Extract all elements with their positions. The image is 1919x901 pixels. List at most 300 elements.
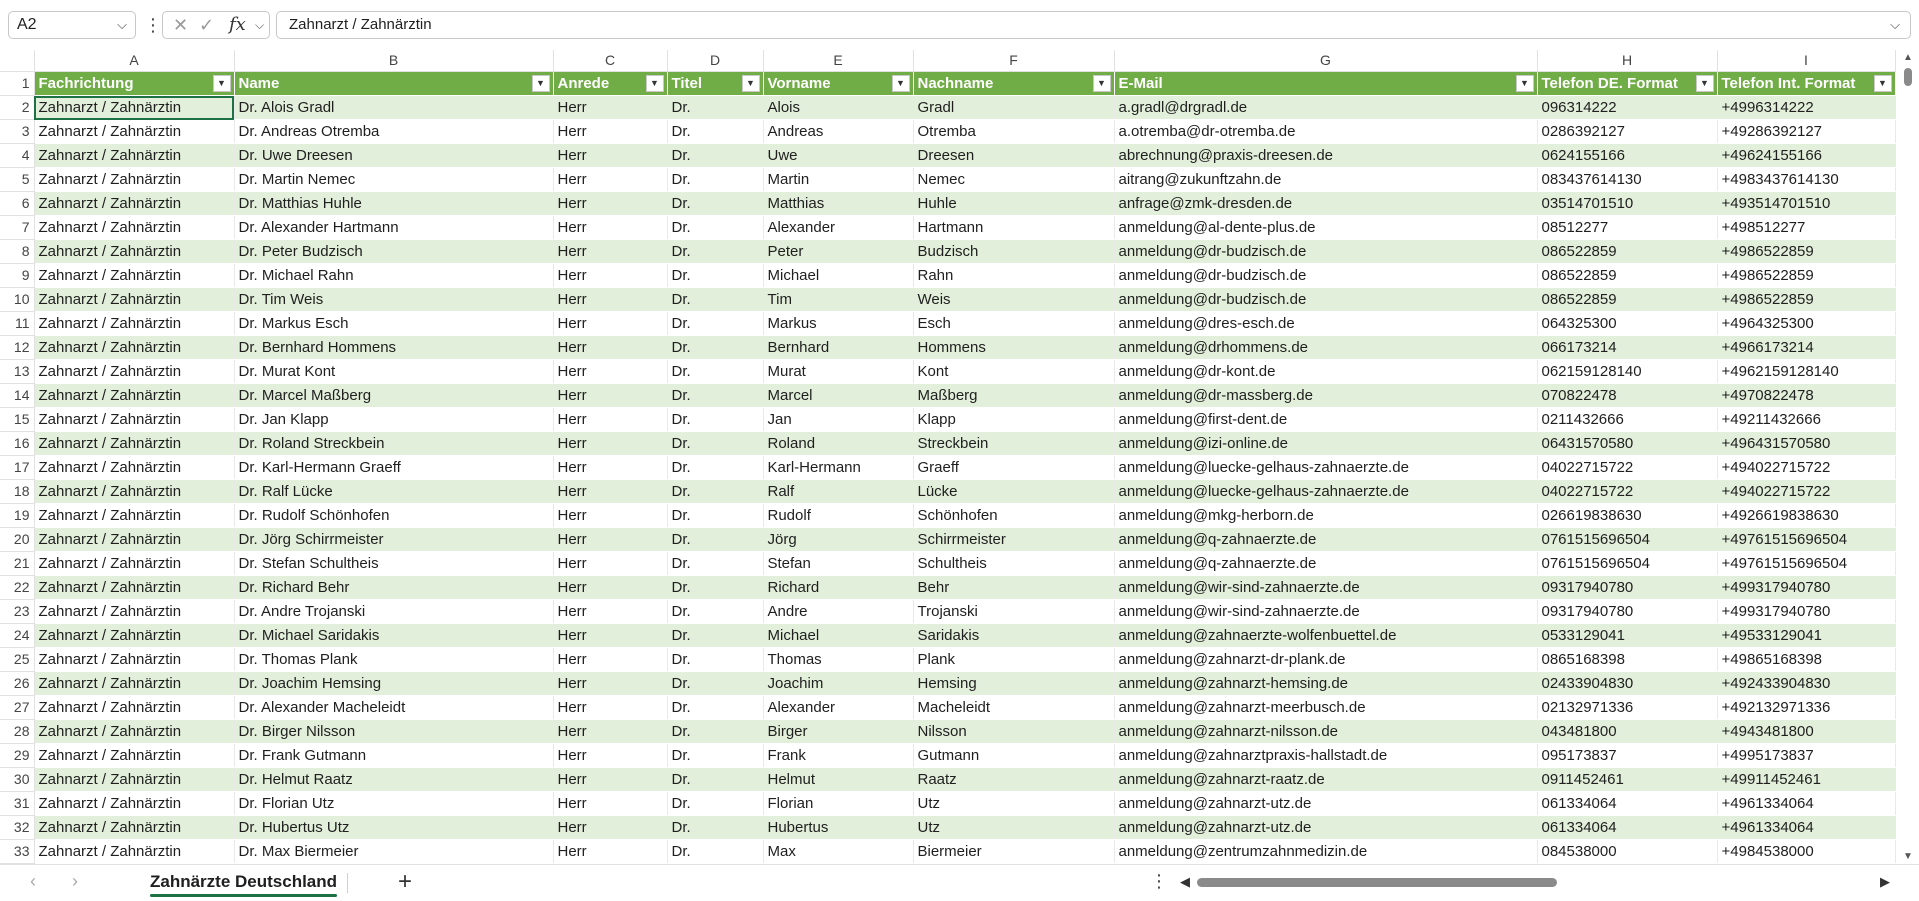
table-cell[interactable]: anmeldung@dr-budzisch.de <box>1114 264 1537 288</box>
table-cell[interactable]: aitrang@zukunftzahn.de <box>1114 168 1537 192</box>
table-cell[interactable]: Herr <box>553 672 667 696</box>
table-cell[interactable]: +4986522859 <box>1717 288 1895 312</box>
table-cell[interactable]: anmeldung@dres-esch.de <box>1114 312 1537 336</box>
table-cell[interactable]: Birger <box>763 720 913 744</box>
table-cell[interactable]: 02132971336 <box>1537 696 1717 720</box>
column-header-c[interactable]: C <box>553 50 667 72</box>
row-number[interactable]: 33 <box>0 840 34 864</box>
table-cell[interactable]: Herr <box>553 408 667 432</box>
row-number[interactable]: 17 <box>0 456 34 480</box>
table-cell[interactable]: +4961334064 <box>1717 816 1895 840</box>
table-cell[interactable]: Esch <box>913 312 1114 336</box>
table-cell[interactable]: Dr. <box>667 744 763 768</box>
table-cell[interactable]: anmeldung@zahnarzt-nilsson.de <box>1114 720 1537 744</box>
table-cell[interactable]: 0761515696504 <box>1537 528 1717 552</box>
table-header-cell[interactable] <box>763 72 913 96</box>
table-cell[interactable]: Herr <box>553 216 667 240</box>
prev-sheet-icon[interactable]: ‹ <box>30 871 36 891</box>
table-cell[interactable]: Joachim <box>763 672 913 696</box>
row-number[interactable]: 5 <box>0 168 34 192</box>
table-cell[interactable]: Herr <box>553 768 667 792</box>
table-cell[interactable]: +49533129041 <box>1717 624 1895 648</box>
table-cell[interactable]: Dr. Murat Kont <box>234 360 553 384</box>
table-cell[interactable]: anmeldung@zahnarztpraxis-hallstadt.de <box>1114 744 1537 768</box>
table-cell[interactable]: Dr. <box>667 240 763 264</box>
table-cell[interactable]: anmeldung@mkg-herborn.de <box>1114 504 1537 528</box>
table-cell[interactable]: 0761515696504 <box>1537 552 1717 576</box>
table-cell[interactable]: 04022715722 <box>1537 456 1717 480</box>
table-cell[interactable]: anfrage@zmk-dresden.de <box>1114 192 1537 216</box>
table-cell[interactable]: Dr. Alexander Hartmann <box>234 216 553 240</box>
table-cell[interactable]: Dr. <box>667 624 763 648</box>
table-cell[interactable]: +49761515696504 <box>1717 528 1895 552</box>
table-cell[interactable]: Zahnarzt / Zahnärztin <box>34 240 234 264</box>
table-cell[interactable]: 02433904830 <box>1537 672 1717 696</box>
row-number[interactable]: 14 <box>0 384 34 408</box>
table-cell[interactable]: Tim <box>763 288 913 312</box>
table-cell[interactable]: Dr. Tim Weis <box>234 288 553 312</box>
table-cell[interactable]: 061334064 <box>1537 792 1717 816</box>
filter-dropdown-icon[interactable]: ▼ <box>213 75 231 92</box>
table-cell[interactable]: Herr <box>553 432 667 456</box>
table-cell[interactable]: Herr <box>553 552 667 576</box>
table-cell[interactable]: +49911452461 <box>1717 768 1895 792</box>
row-number[interactable]: 2 <box>0 96 34 120</box>
table-cell[interactable]: +4926619838630 <box>1717 504 1895 528</box>
row-number[interactable]: 25 <box>0 648 34 672</box>
table-cell[interactable]: Dr. Markus Esch <box>234 312 553 336</box>
table-cell[interactable]: Gutmann <box>913 744 1114 768</box>
table-cell[interactable]: anmeldung@q-zahnaerzte.de <box>1114 552 1537 576</box>
table-cell[interactable]: Uwe <box>763 144 913 168</box>
table-cell[interactable]: 043481800 <box>1537 720 1717 744</box>
table-cell[interactable]: +499317940780 <box>1717 576 1895 600</box>
table-cell[interactable]: Herr <box>553 264 667 288</box>
table-cell[interactable]: Schultheis <box>913 552 1114 576</box>
table-cell[interactable]: 064325300 <box>1537 312 1717 336</box>
table-cell[interactable]: anmeldung@izi-online.de <box>1114 432 1537 456</box>
table-cell[interactable]: +4966173214 <box>1717 336 1895 360</box>
table-cell[interactable]: +49761515696504 <box>1717 552 1895 576</box>
table-cell[interactable]: Dr. <box>667 576 763 600</box>
table-cell[interactable]: Dr. <box>667 840 763 864</box>
sheet-tab-active[interactable] <box>140 869 347 897</box>
table-cell[interactable]: Nemec <box>913 168 1114 192</box>
table-cell[interactable]: Dr. Helmut Raatz <box>234 768 553 792</box>
scroll-left-icon[interactable]: ◀ <box>1180 874 1190 889</box>
table-cell[interactable]: +493514701510 <box>1717 192 1895 216</box>
filter-dropdown-icon[interactable]: ▼ <box>532 75 550 92</box>
table-cell[interactable]: anmeldung@drhommens.de <box>1114 336 1537 360</box>
table-cell[interactable]: Utz <box>913 792 1114 816</box>
table-cell[interactable]: Trojanski <box>913 600 1114 624</box>
table-cell[interactable]: anmeldung@first-dent.de <box>1114 408 1537 432</box>
table-cell[interactable]: Zahnarzt / Zahnärztin <box>34 648 234 672</box>
table-cell[interactable]: Zahnarzt / Zahnärztin <box>34 624 234 648</box>
insert-function-icon[interactable]: fx <box>229 14 246 35</box>
table-cell[interactable]: Dr. Richard Behr <box>234 576 553 600</box>
row-number[interactable]: 16 <box>0 432 34 456</box>
table-cell[interactable]: Dr. Hubertus Utz <box>234 816 553 840</box>
table-cell[interactable]: 070822478 <box>1537 384 1717 408</box>
row-number[interactable]: 22 <box>0 576 34 600</box>
table-cell[interactable]: 083437614130 <box>1537 168 1717 192</box>
table-cell[interactable]: Zahnarzt / Zahnärztin <box>34 768 234 792</box>
table-cell[interactable]: Raatz <box>913 768 1114 792</box>
table-cell[interactable]: 084538000 <box>1537 840 1717 864</box>
table-header-cell[interactable] <box>667 72 763 96</box>
table-header-cell[interactable] <box>1537 72 1717 96</box>
table-cell[interactable]: Dr. <box>667 768 763 792</box>
table-cell[interactable]: Dr. Martin Nemec <box>234 168 553 192</box>
row-number[interactable]: 28 <box>0 720 34 744</box>
table-cell[interactable]: Herr <box>553 648 667 672</box>
table-cell[interactable]: Marcel <box>763 384 913 408</box>
formula-input[interactable] <box>276 11 1911 39</box>
table-cell[interactable]: Zahnarzt / Zahnärztin <box>34 552 234 576</box>
table-cell[interactable]: Florian <box>763 792 913 816</box>
table-cell[interactable]: Herr <box>553 576 667 600</box>
table-cell[interactable]: Huhle <box>913 192 1114 216</box>
table-cell[interactable]: Dr. <box>667 288 763 312</box>
table-cell[interactable]: Otremba <box>913 120 1114 144</box>
column-header-e[interactable]: E <box>763 50 913 72</box>
table-cell[interactable]: Zahnarzt / Zahnärztin <box>34 600 234 624</box>
table-cell[interactable]: Dr. Andre Trojanski <box>234 600 553 624</box>
table-cell[interactable]: Saridakis <box>913 624 1114 648</box>
table-header-cell[interactable] <box>1717 72 1895 96</box>
table-cell[interactable]: Herr <box>553 312 667 336</box>
table-cell[interactable]: Dr. <box>667 120 763 144</box>
table-cell[interactable]: Zahnarzt / Zahnärztin <box>34 456 234 480</box>
table-cell[interactable]: Zahnarzt / Zahnärztin <box>34 96 234 120</box>
row-number[interactable]: 27 <box>0 696 34 720</box>
filter-dropdown-icon[interactable]: ▼ <box>1696 75 1714 92</box>
table-cell[interactable]: Dr. Karl-Hermann Graeff <box>234 456 553 480</box>
table-cell[interactable]: Dr. <box>667 144 763 168</box>
table-cell[interactable]: Dr. Thomas Plank <box>234 648 553 672</box>
table-cell[interactable]: Zahnarzt / Zahnärztin <box>34 792 234 816</box>
table-cell[interactable]: Herr <box>553 96 667 120</box>
table-cell[interactable]: Alois <box>763 96 913 120</box>
table-cell[interactable]: Murat <box>763 360 913 384</box>
expand-formula-icon[interactable]: ⌵ <box>1890 17 1900 32</box>
row-number[interactable]: 19 <box>0 504 34 528</box>
chevron-down-icon[interactable]: ⌵ <box>117 17 127 32</box>
table-header-cell[interactable] <box>913 72 1114 96</box>
table-header-cell[interactable] <box>553 72 667 96</box>
table-cell[interactable]: Zahnarzt / Zahnärztin <box>34 168 234 192</box>
table-cell[interactable]: Ralf <box>763 480 913 504</box>
row-number[interactable]: 11 <box>0 312 34 336</box>
table-cell[interactable]: Dr. Frank Gutmann <box>234 744 553 768</box>
table-cell[interactable]: 061334064 <box>1537 816 1717 840</box>
row-number[interactable]: 10 <box>0 288 34 312</box>
table-cell[interactable]: Herr <box>553 384 667 408</box>
table-cell[interactable]: 04022715722 <box>1537 480 1717 504</box>
table-cell[interactable]: anmeldung@zentrumzahnmedizin.de <box>1114 840 1537 864</box>
table-cell[interactable]: 08512277 <box>1537 216 1717 240</box>
table-cell[interactable]: Maßberg <box>913 384 1114 408</box>
table-cell[interactable]: Biermeier <box>913 840 1114 864</box>
table-cell[interactable]: Dr. Jörg Schirrmeister <box>234 528 553 552</box>
table-cell[interactable]: Andreas <box>763 120 913 144</box>
table-cell[interactable]: Dr. Birger Nilsson <box>234 720 553 744</box>
table-cell[interactable]: anmeldung@dr-massberg.de <box>1114 384 1537 408</box>
table-cell[interactable]: 066173214 <box>1537 336 1717 360</box>
table-cell[interactable]: 0211432666 <box>1537 408 1717 432</box>
table-header-cell[interactable] <box>1114 72 1537 96</box>
table-cell[interactable]: Zahnarzt / Zahnärztin <box>34 336 234 360</box>
table-cell[interactable]: Herr <box>553 696 667 720</box>
table-cell[interactable]: Dr. <box>667 456 763 480</box>
table-cell[interactable]: +4984538000 <box>1717 840 1895 864</box>
table-cell[interactable]: Hartmann <box>913 216 1114 240</box>
table-cell[interactable]: +4964325300 <box>1717 312 1895 336</box>
table-cell[interactable]: 026619838630 <box>1537 504 1717 528</box>
table-cell[interactable]: Zahnarzt / Zahnärztin <box>34 480 234 504</box>
scroll-right-icon[interactable]: ▶ <box>1880 874 1890 889</box>
more-options-icon[interactable]: ⋮ <box>1150 871 1168 891</box>
table-cell[interactable]: Helmut <box>763 768 913 792</box>
filter-dropdown-icon[interactable]: ▼ <box>1093 75 1111 92</box>
table-cell[interactable]: Dr. <box>667 648 763 672</box>
table-cell[interactable]: Markus <box>763 312 913 336</box>
scroll-up-icon[interactable]: ▲ <box>1903 52 1913 63</box>
table-cell[interactable]: Alexander <box>763 216 913 240</box>
table-cell[interactable]: Zahnarzt / Zahnärztin <box>34 432 234 456</box>
row-number[interactable]: 7 <box>0 216 34 240</box>
table-cell[interactable]: Dr. Marcel Maßberg <box>234 384 553 408</box>
table-cell[interactable]: Stefan <box>763 552 913 576</box>
table-cell[interactable]: Dr. <box>667 600 763 624</box>
row-number[interactable]: 30 <box>0 768 34 792</box>
table-cell[interactable]: Martin <box>763 168 913 192</box>
table-cell[interactable]: Dr. <box>667 528 763 552</box>
table-cell[interactable]: Dr. Uwe Dreesen <box>234 144 553 168</box>
table-cell[interactable]: Graeff <box>913 456 1114 480</box>
table-cell[interactable]: +4996314222 <box>1717 96 1895 120</box>
row-number[interactable]: 9 <box>0 264 34 288</box>
table-cell[interactable]: Utz <box>913 816 1114 840</box>
table-cell[interactable]: 09317940780 <box>1537 576 1717 600</box>
table-cell[interactable]: Hubertus <box>763 816 913 840</box>
table-cell[interactable]: anmeldung@zahnarzt-raatz.de <box>1114 768 1537 792</box>
table-cell[interactable]: Zahnarzt / Zahnärztin <box>34 264 234 288</box>
column-header-g[interactable]: G <box>1114 50 1537 72</box>
table-cell[interactable]: Dr. <box>667 816 763 840</box>
table-cell[interactable]: Zahnarzt / Zahnärztin <box>34 384 234 408</box>
column-header-h[interactable]: H <box>1537 50 1717 72</box>
next-sheet-icon[interactable]: › <box>72 871 78 891</box>
row-number[interactable]: 21 <box>0 552 34 576</box>
table-cell[interactable]: +492132971336 <box>1717 696 1895 720</box>
table-cell[interactable]: anmeldung@dr-budzisch.de <box>1114 288 1537 312</box>
table-cell[interactable]: 0533129041 <box>1537 624 1717 648</box>
table-cell[interactable]: Thomas <box>763 648 913 672</box>
table-cell[interactable]: anmeldung@zahnarzt-dr-plank.de <box>1114 648 1537 672</box>
filter-dropdown-icon[interactable]: ▼ <box>742 75 760 92</box>
table-cell[interactable]: Jörg <box>763 528 913 552</box>
row-number[interactable]: 18 <box>0 480 34 504</box>
table-cell[interactable]: Kont <box>913 360 1114 384</box>
table-cell[interactable]: Dr. Alexander Macheleidt <box>234 696 553 720</box>
table-cell[interactable]: Herr <box>553 528 667 552</box>
table-cell[interactable]: Dreesen <box>913 144 1114 168</box>
table-cell[interactable]: Schirrmeister <box>913 528 1114 552</box>
table-cell[interactable]: Dr. Michael Rahn <box>234 264 553 288</box>
table-cell[interactable]: Dr. Joachim Hemsing <box>234 672 553 696</box>
table-cell[interactable]: Zahnarzt / Zahnärztin <box>34 360 234 384</box>
table-cell[interactable]: Zahnarzt / Zahnärztin <box>34 144 234 168</box>
table-cell[interactable]: anmeldung@dr-kont.de <box>1114 360 1537 384</box>
table-cell[interactable]: 03514701510 <box>1537 192 1717 216</box>
table-cell[interactable]: Dr. Michael Saridakis <box>234 624 553 648</box>
table-cell[interactable]: Zahnarzt / Zahnärztin <box>34 408 234 432</box>
row-number[interactable]: 15 <box>0 408 34 432</box>
table-cell[interactable]: +49865168398 <box>1717 648 1895 672</box>
table-cell[interactable]: anmeldung@zahnarzt-meerbusch.de <box>1114 696 1537 720</box>
table-cell[interactable]: Andre <box>763 600 913 624</box>
table-cell[interactable]: Streckbein <box>913 432 1114 456</box>
table-cell[interactable]: +494022715722 <box>1717 480 1895 504</box>
row-number[interactable]: 26 <box>0 672 34 696</box>
table-cell[interactable]: +4995173837 <box>1717 744 1895 768</box>
table-cell[interactable]: Behr <box>913 576 1114 600</box>
column-header-i[interactable]: I <box>1717 50 1895 72</box>
table-cell[interactable]: Herr <box>553 456 667 480</box>
table-cell[interactable]: Karl-Hermann <box>763 456 913 480</box>
vertical-scroll-thumb[interactable] <box>1904 68 1912 86</box>
more-options-icon[interactable]: ⋮ <box>144 15 162 35</box>
table-cell[interactable]: +4983437614130 <box>1717 168 1895 192</box>
filter-dropdown-icon[interactable]: ▼ <box>646 75 664 92</box>
table-cell[interactable]: anmeldung@luecke-gelhaus-zahnaerzte.de <box>1114 456 1537 480</box>
table-cell[interactable]: Dr. <box>667 480 763 504</box>
table-cell[interactable]: 0865168398 <box>1537 648 1717 672</box>
table-cell[interactable]: Zahnarzt / Zahnärztin <box>34 528 234 552</box>
table-cell[interactable]: Rudolf <box>763 504 913 528</box>
row-number[interactable]: 23 <box>0 600 34 624</box>
table-cell[interactable]: Dr. <box>667 384 763 408</box>
table-cell[interactable]: Herr <box>553 120 667 144</box>
table-cell[interactable]: +4943481800 <box>1717 720 1895 744</box>
table-cell[interactable]: Dr. <box>667 432 763 456</box>
table-cell[interactable]: Dr. <box>667 360 763 384</box>
table-cell[interactable]: Herr <box>553 744 667 768</box>
table-cell[interactable]: Dr. Max Biermeier <box>234 840 553 864</box>
row-number[interactable]: 13 <box>0 360 34 384</box>
table-cell[interactable]: Dr. <box>667 696 763 720</box>
table-cell[interactable]: +4970822478 <box>1717 384 1895 408</box>
table-cell[interactable]: Herr <box>553 360 667 384</box>
table-cell[interactable]: Zahnarzt / Zahnärztin <box>34 672 234 696</box>
table-cell[interactable]: Hemsing <box>913 672 1114 696</box>
table-cell[interactable]: Alexander <box>763 696 913 720</box>
table-cell[interactable]: Zahnarzt / Zahnärztin <box>34 576 234 600</box>
table-cell[interactable]: Bernhard <box>763 336 913 360</box>
table-cell[interactable]: Herr <box>553 336 667 360</box>
table-cell[interactable]: Frank <box>763 744 913 768</box>
table-cell[interactable]: +4962159128140 <box>1717 360 1895 384</box>
table-cell[interactable]: Budzisch <box>913 240 1114 264</box>
table-cell[interactable]: Richard <box>763 576 913 600</box>
row-number[interactable]: 1 <box>0 72 34 96</box>
table-cell[interactable]: a.gradl@drgradl.de <box>1114 96 1537 120</box>
table-cell[interactable]: Matthias <box>763 192 913 216</box>
table-cell[interactable]: 09317940780 <box>1537 600 1717 624</box>
row-number[interactable]: 20 <box>0 528 34 552</box>
chevron-down-icon[interactable]: ⌵ <box>255 18 265 32</box>
table-cell[interactable]: Dr. <box>667 192 763 216</box>
table-cell[interactable]: +499317940780 <box>1717 600 1895 624</box>
table-cell[interactable]: +496431570580 <box>1717 432 1895 456</box>
table-cell[interactable]: anmeldung@zahnarzt-utz.de <box>1114 792 1537 816</box>
table-cell[interactable]: Zahnarzt / Zahnärztin <box>34 816 234 840</box>
table-cell[interactable]: 086522859 <box>1537 240 1717 264</box>
table-cell[interactable]: 06431570580 <box>1537 432 1717 456</box>
table-cell[interactable]: Nilsson <box>913 720 1114 744</box>
table-cell[interactable]: Dr. <box>667 312 763 336</box>
row-number[interactable]: 31 <box>0 792 34 816</box>
table-header-cell[interactable] <box>234 72 553 96</box>
table-cell[interactable]: Lücke <box>913 480 1114 504</box>
table-cell[interactable]: Herr <box>553 720 667 744</box>
table-cell[interactable]: Dr. Peter Budzisch <box>234 240 553 264</box>
table-cell[interactable]: Dr. <box>667 96 763 120</box>
table-cell[interactable]: 095173837 <box>1537 744 1717 768</box>
table-cell[interactable]: Dr. Andreas Otremba <box>234 120 553 144</box>
table-cell[interactable]: Dr. <box>667 720 763 744</box>
table-cell[interactable]: Dr. Florian Utz <box>234 792 553 816</box>
table-header-cell[interactable] <box>34 72 234 96</box>
table-cell[interactable]: anmeldung@al-dente-plus.de <box>1114 216 1537 240</box>
select-all-corner[interactable] <box>0 50 34 72</box>
table-cell[interactable]: Michael <box>763 624 913 648</box>
column-header-b[interactable]: B <box>234 50 553 72</box>
table-cell[interactable]: Zahnarzt / Zahnärztin <box>34 312 234 336</box>
table-cell[interactable]: Dr. Ralf Lücke <box>234 480 553 504</box>
add-sheet-button[interactable]: + <box>398 868 413 895</box>
table-cell[interactable]: Peter <box>763 240 913 264</box>
table-cell[interactable]: Herr <box>553 504 667 528</box>
table-cell[interactable]: +4986522859 <box>1717 240 1895 264</box>
table-cell[interactable]: abrechnung@praxis-dreesen.de <box>1114 144 1537 168</box>
table-cell[interactable]: +4986522859 <box>1717 264 1895 288</box>
column-header-f[interactable]: F <box>913 50 1114 72</box>
table-cell[interactable]: Dr. Bernhard Hommens <box>234 336 553 360</box>
table-cell[interactable]: Weis <box>913 288 1114 312</box>
table-cell[interactable]: anmeldung@dr-budzisch.de <box>1114 240 1537 264</box>
table-cell[interactable]: Herr <box>553 600 667 624</box>
table-cell[interactable]: Michael <box>763 264 913 288</box>
table-cell[interactable]: 0624155166 <box>1537 144 1717 168</box>
table-cell[interactable]: Gradl <box>913 96 1114 120</box>
row-number[interactable]: 24 <box>0 624 34 648</box>
table-cell[interactable]: anmeldung@q-zahnaerzte.de <box>1114 528 1537 552</box>
table-cell[interactable]: Zahnarzt / Zahnärztin <box>34 744 234 768</box>
table-cell[interactable]: Hommens <box>913 336 1114 360</box>
table-cell[interactable]: Herr <box>553 792 667 816</box>
filter-dropdown-icon[interactable]: ▼ <box>892 75 910 92</box>
name-box[interactable] <box>8 11 136 39</box>
table-cell[interactable]: Plank <box>913 648 1114 672</box>
table-cell[interactable]: Dr. <box>667 216 763 240</box>
table-cell[interactable]: Dr. Jan Klapp <box>234 408 553 432</box>
table-cell[interactable]: Dr. <box>667 792 763 816</box>
table-cell[interactable]: +49624155166 <box>1717 144 1895 168</box>
table-cell[interactable]: Herr <box>553 192 667 216</box>
